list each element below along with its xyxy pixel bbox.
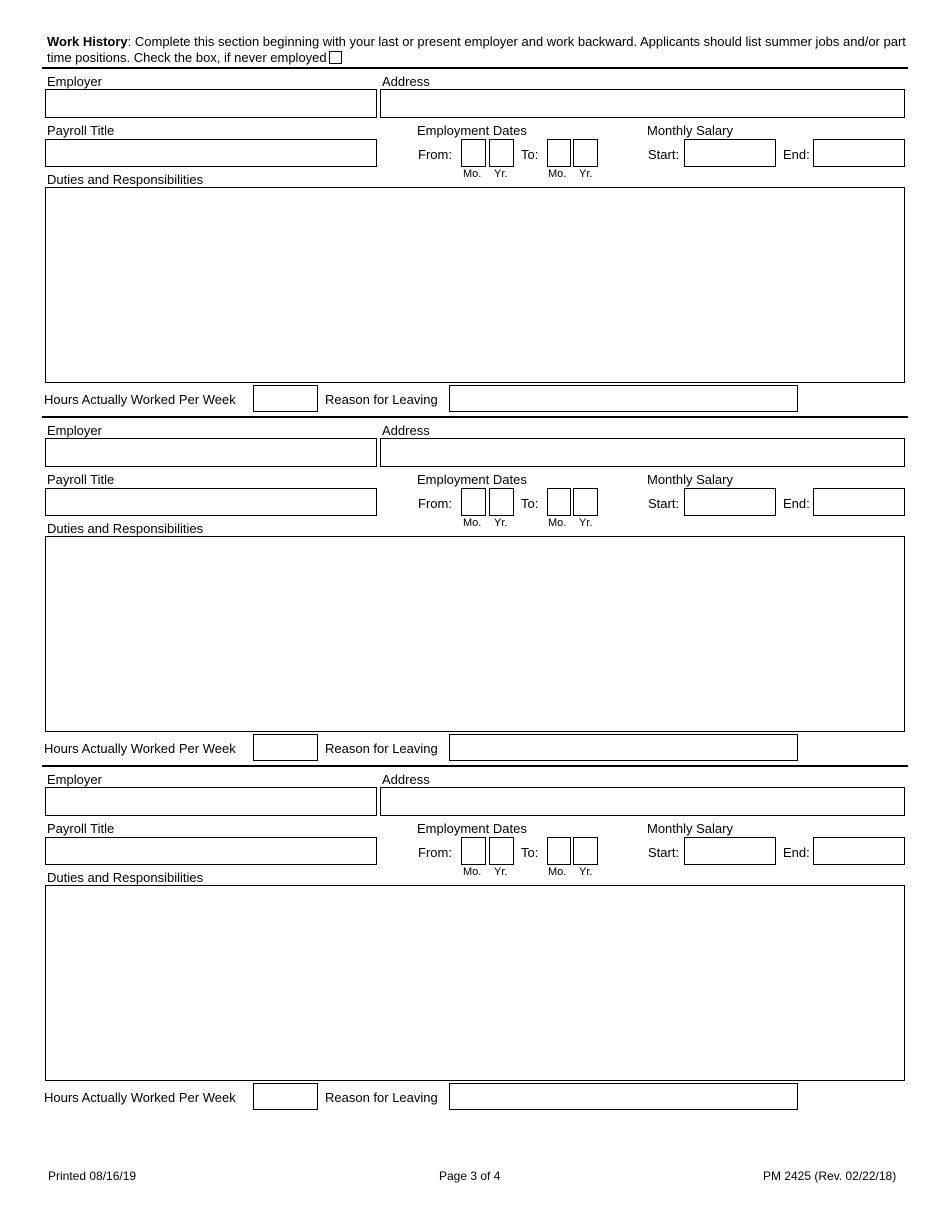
from-year-field[interactable] bbox=[489, 837, 514, 865]
to-month-field[interactable] bbox=[547, 139, 571, 167]
hours-field[interactable] bbox=[253, 385, 318, 412]
monthly-salary-label: Monthly Salary bbox=[647, 472, 733, 487]
never-employed-checkbox[interactable] bbox=[329, 51, 342, 64]
work-history-heading: Work History bbox=[47, 34, 128, 49]
from-month-caption: Mo. bbox=[463, 168, 482, 180]
employer-label: Employer bbox=[47, 423, 102, 438]
salary-end-field[interactable] bbox=[813, 488, 905, 516]
payroll-title-field[interactable] bbox=[45, 139, 377, 167]
work-history-intro bbox=[47, 34, 909, 66]
employer-field[interactable] bbox=[45, 787, 377, 816]
from-month-caption: Mo. bbox=[463, 517, 482, 529]
address-label: Address bbox=[382, 423, 430, 438]
salary-start-field[interactable] bbox=[684, 837, 776, 865]
payroll-title-label: Payroll Title bbox=[47, 123, 115, 138]
from-label: From: bbox=[418, 496, 452, 511]
from-month-field[interactable] bbox=[461, 139, 486, 167]
employer-field[interactable] bbox=[45, 89, 377, 118]
from-year-field[interactable] bbox=[489, 139, 514, 167]
hours-field[interactable] bbox=[253, 734, 318, 761]
salary-end-label: End: bbox=[783, 845, 810, 860]
from-year-field[interactable] bbox=[489, 488, 514, 516]
duties-field[interactable] bbox=[45, 885, 905, 1081]
to-month-field[interactable] bbox=[547, 837, 571, 865]
from-year-caption: Yr. bbox=[494, 168, 508, 180]
employer-label: Employer bbox=[47, 74, 102, 89]
hours-label: Hours Actually Worked Per Week bbox=[44, 392, 236, 407]
from-month-field[interactable] bbox=[461, 837, 486, 865]
salary-start-field[interactable] bbox=[684, 139, 776, 167]
to-label: To: bbox=[521, 845, 539, 860]
reason-field[interactable] bbox=[449, 1083, 798, 1110]
to-year-field[interactable] bbox=[573, 837, 598, 865]
address-field[interactable] bbox=[380, 89, 905, 118]
to-month-caption: Mo. bbox=[548, 168, 567, 180]
salary-start-label: Start: bbox=[648, 496, 680, 511]
address-label: Address bbox=[382, 772, 430, 787]
employer-label: Employer bbox=[47, 772, 102, 787]
employment-dates-label: Employment Dates bbox=[417, 821, 527, 836]
duties-field[interactable] bbox=[45, 536, 905, 732]
payroll-title-label: Payroll Title bbox=[47, 821, 115, 836]
to-month-caption: Mo. bbox=[548, 866, 567, 878]
duties-field[interactable] bbox=[45, 187, 905, 383]
to-year-field[interactable] bbox=[573, 139, 598, 167]
to-year-caption: Yr. bbox=[579, 517, 593, 529]
address-label: Address bbox=[382, 74, 430, 89]
printed-date: Printed 08/16/19 bbox=[48, 1169, 137, 1183]
from-month-caption: Mo. bbox=[463, 866, 482, 878]
salary-start-field[interactable] bbox=[684, 488, 776, 516]
salary-start-label: Start: bbox=[648, 845, 680, 860]
employment-dates-label: Employment Dates bbox=[417, 472, 527, 487]
reason-label: Reason for Leaving bbox=[325, 741, 438, 756]
from-year-caption: Yr. bbox=[494, 866, 508, 878]
form-id: PM 2425 (Rev. 02/22/18) bbox=[763, 1169, 897, 1183]
to-label: To: bbox=[521, 496, 539, 511]
from-label: From: bbox=[418, 845, 452, 860]
employment-entry-2 bbox=[0, 416, 950, 764]
address-field[interactable] bbox=[380, 787, 905, 816]
from-year-caption: Yr. bbox=[494, 517, 508, 529]
salary-end-label: End: bbox=[783, 496, 810, 511]
reason-field[interactable] bbox=[449, 385, 798, 412]
salary-start-label: Start: bbox=[648, 147, 680, 162]
reason-label: Reason for Leaving bbox=[325, 392, 438, 407]
monthly-salary-label: Monthly Salary bbox=[647, 821, 733, 836]
hours-field[interactable] bbox=[253, 1083, 318, 1110]
payroll-title-label: Payroll Title bbox=[47, 472, 115, 487]
to-month-field[interactable] bbox=[547, 488, 571, 516]
payroll-title-field[interactable] bbox=[45, 488, 377, 516]
from-month-field[interactable] bbox=[461, 488, 486, 516]
reason-label: Reason for Leaving bbox=[325, 1090, 438, 1105]
to-label: To: bbox=[521, 147, 539, 162]
salary-end-field[interactable] bbox=[813, 837, 905, 865]
hours-label: Hours Actually Worked Per Week bbox=[44, 1090, 236, 1105]
duties-label: Duties and Responsibilities bbox=[47, 172, 204, 187]
employment-entry-3 bbox=[0, 765, 950, 1113]
to-year-caption: Yr. bbox=[579, 866, 593, 878]
duties-label: Duties and Responsibilities bbox=[47, 521, 204, 536]
monthly-salary-label: Monthly Salary bbox=[647, 123, 733, 138]
duties-label: Duties and Responsibilities bbox=[47, 870, 204, 885]
page-number: Page 3 of 4 bbox=[439, 1169, 501, 1183]
from-label: From: bbox=[418, 147, 452, 162]
to-year-caption: Yr. bbox=[579, 168, 593, 180]
to-month-caption: Mo. bbox=[548, 517, 567, 529]
salary-end-label: End: bbox=[783, 147, 810, 162]
employment-entry-1 bbox=[0, 67, 950, 415]
to-year-field[interactable] bbox=[573, 488, 598, 516]
work-history-instructions: : Complete this section beginning with your last or present employer and work backward. Applicants should list summer jobs and/or part time positions. Check the box, if never employed bbox=[47, 34, 906, 65]
payroll-title-field[interactable] bbox=[45, 837, 377, 865]
hours-label: Hours Actually Worked Per Week bbox=[44, 741, 236, 756]
employment-dates-label: Employment Dates bbox=[417, 123, 527, 138]
employer-field[interactable] bbox=[45, 438, 377, 467]
address-field[interactable] bbox=[380, 438, 905, 467]
reason-field[interactable] bbox=[449, 734, 798, 761]
salary-end-field[interactable] bbox=[813, 139, 905, 167]
